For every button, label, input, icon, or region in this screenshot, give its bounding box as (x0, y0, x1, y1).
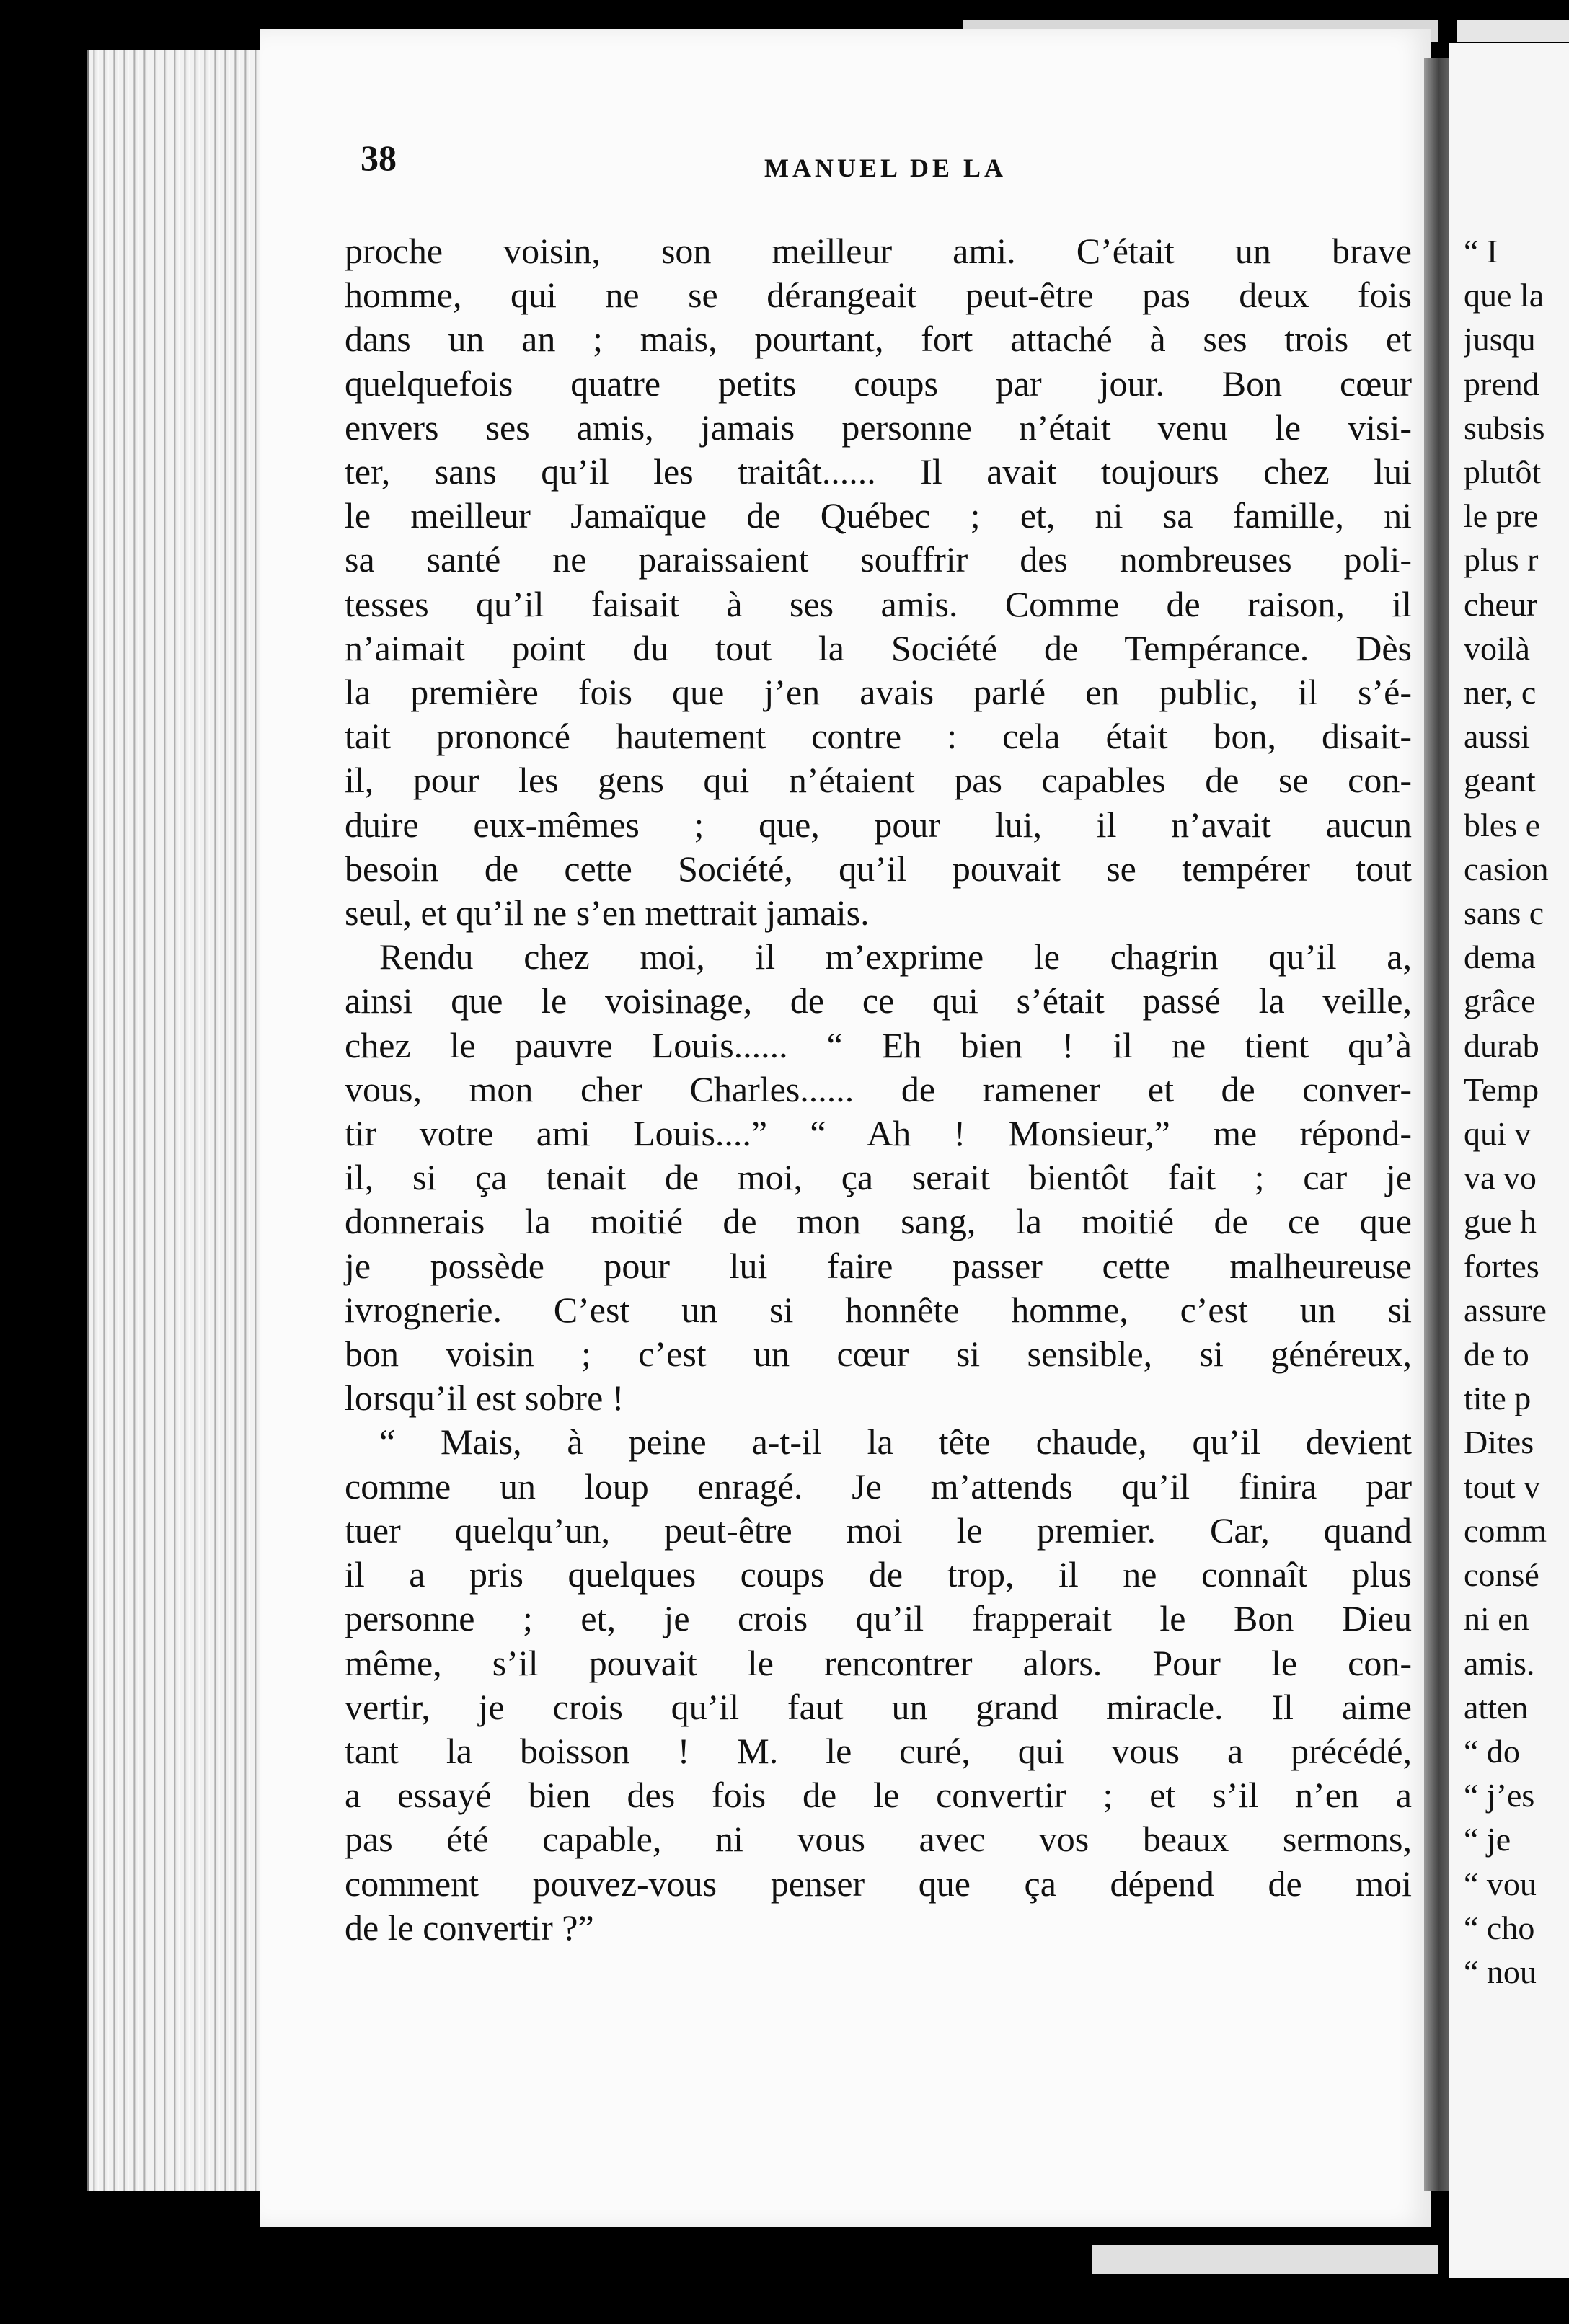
text-line: ivrognerie. C’est un si honnête homme, c’est un si (345, 1289, 1412, 1330)
text-fragment: fortes (1464, 1247, 1539, 1285)
text-line: la première fois que j’en avais parlé en public, il s’é- (345, 672, 1412, 713)
right-page-text-fragments (1464, 229, 1569, 1994)
text-line: homme, qui ne se dérangeait peut-être pas deux fois (345, 275, 1412, 316)
text-line: chez le pauvre Louis...... “ Eh bien ! il ne tient qu’à (345, 1024, 1412, 1065)
text-line: ainsi que le voisinage, de ce qui s’était passé la veille, (345, 980, 1412, 1021)
text-fragment: tout v (1464, 1468, 1541, 1505)
text-fragment: “ cho (1464, 1909, 1535, 1946)
text-fragment: va vo (1464, 1159, 1537, 1197)
text-fragment: aussi (1464, 718, 1530, 755)
text-fragment: tite p (1464, 1380, 1532, 1417)
text-line: n’aimait point du tout la Société de Tempérance. Dès (345, 627, 1412, 668)
text-line: comment pouvez-vous penser que ça dépend de moi (345, 1863, 1412, 1904)
text-fragment: Dites (1464, 1424, 1534, 1461)
text-line: bon voisin ; c’est un cœur si sensible, si généreux, (345, 1334, 1412, 1375)
text-line: duire eux-mêmes ; que, pour lui, il n’avait aucun (345, 804, 1412, 845)
text-fragment: “ I (1464, 233, 1498, 270)
text-line: vertir, je crois qu’il faut un grand miracle. Il aime (345, 1686, 1412, 1727)
text-line: seul, et qu’il ne s’en mettrait jamais. (345, 892, 870, 933)
text-line: comme un loup enragé. Je m’attends qu’il finira par (345, 1465, 1412, 1507)
text-fragment: assure (1464, 1291, 1547, 1329)
text-line: “ Mais, à peine a-t-il la tête chaude, qu’il devient (379, 1422, 1412, 1463)
text-line: tuer quelqu’un, peut-être moi le premier. Car, quand (345, 1509, 1412, 1551)
text-line: tant la boisson ! M. le curé, qui vous a précédé, (345, 1730, 1412, 1771)
text-line: il, si ça tenait de moi, ça serait bientôt fait ; car je (345, 1157, 1412, 1198)
text-fragment: amis. (1464, 1644, 1535, 1682)
text-fragment: bles e (1464, 806, 1541, 843)
text-fragment: Temp (1464, 1070, 1539, 1108)
text-fragment: sans c (1464, 895, 1544, 932)
text-line: il, pour les gens qui n’étaient pas capables de se con- (345, 760, 1412, 801)
text-fragment: prend (1464, 365, 1539, 402)
text-fragment: grâce (1464, 983, 1536, 1020)
right-top-page-strip (1457, 20, 1569, 42)
text-fragment: de to (1464, 1336, 1529, 1373)
text-line: il a pris quelques coups de trop, il ne connaît plus (345, 1554, 1412, 1595)
text-line: tait prononcé hautement contre : cela était bon, disait- (345, 716, 1412, 757)
text-line: envers ses amis, jamais personne n’était venu le visi- (345, 407, 1412, 448)
text-fragment: qui v (1464, 1115, 1532, 1153)
text-fragment: geant (1464, 762, 1536, 799)
text-line: je possède pour lui faire passer cette malheureuse (345, 1245, 1412, 1286)
page-edges (87, 50, 265, 2191)
left-page-text (345, 229, 1412, 1950)
text-line: proche voisin, son meilleur ami. C’était un brave (345, 231, 1412, 271)
text-line: tir votre ami Louis....” “ Ah ! Monsieur,” me répond- (345, 1113, 1412, 1154)
text-line: le meilleur Jamaïque de Québec ; et, ni sa famille, ni (345, 495, 1412, 536)
text-fragment: plus r (1464, 541, 1539, 579)
text-fragment: atten (1464, 1688, 1529, 1726)
text-fragment: “ j’es (1464, 1777, 1535, 1814)
text-line: même, s’il pouvait le rencontrer alors. Pour le con- (345, 1642, 1412, 1683)
text-line: Rendu chez moi, il m’exprime le chagrin qu’il a, (379, 936, 1412, 977)
text-fragment: jusqu (1464, 321, 1536, 358)
text-fragment: “ nou (1464, 1953, 1537, 1990)
text-fragment: le pre (1464, 497, 1539, 535)
text-fragment: comm (1464, 1512, 1547, 1549)
text-line: a essayé bien des fois de le convertir ; et s’il n’en a (345, 1775, 1412, 1816)
text-fragment: “ vou (1464, 1865, 1537, 1902)
text-line: lorsqu’il est sobre ! (345, 1378, 624, 1419)
text-line: dans un an ; mais, pourtant, fort attaché à ses trois et (345, 319, 1412, 360)
text-fragment: cheur (1464, 585, 1538, 623)
text-fragment: durab (1464, 1026, 1539, 1064)
text-fragment: consé (1464, 1556, 1539, 1594)
text-line: vous, mon cher Charles...... de ramener et de conver- (345, 1068, 1412, 1109)
text-fragment: que la (1464, 277, 1544, 314)
text-fragment: plutôt (1464, 453, 1542, 491)
text-line: tesses qu’il faisait à ses amis. Comme de raison, il (345, 583, 1412, 624)
text-fragment: subsis (1464, 409, 1545, 446)
text-line: ter, sans qu’il les traitât...... Il avait toujours chez lui (345, 451, 1412, 492)
text-line: de le convertir ?” (345, 1907, 594, 1948)
text-line: besoin de cette Société, qu’il pouvait se tempérer tout (345, 848, 1412, 889)
text-line: donnerais la moitié de mon sang, la moitié de ce que (345, 1201, 1412, 1242)
running-title: MANUEL DE LA (764, 154, 1007, 182)
text-fragment: “ do (1464, 1732, 1520, 1770)
text-line: personne ; et, je crois qu’il frapperait le Bon Dieu (345, 1598, 1412, 1639)
text-fragment: voilà (1464, 629, 1530, 667)
text-fragment: casion (1464, 850, 1549, 887)
text-line: pas été capable, ni vous avec vos beaux sermons, (345, 1819, 1412, 1860)
text-fragment: dema (1464, 939, 1536, 976)
text-fragment: “ je (1464, 1821, 1511, 1858)
page-number: 38 (361, 138, 397, 178)
text-fragment: ner, c (1464, 674, 1537, 711)
bottom-page-strip (1092, 2245, 1438, 2274)
text-fragment: gue h (1464, 1203, 1537, 1241)
text-fragment: ni en (1464, 1600, 1529, 1638)
text-line: quelquefois quatre petits coups par jour. Bon cœur (345, 363, 1412, 404)
text-line: sa santé ne paraissaient souffrir des nombreuses poli- (345, 539, 1412, 580)
